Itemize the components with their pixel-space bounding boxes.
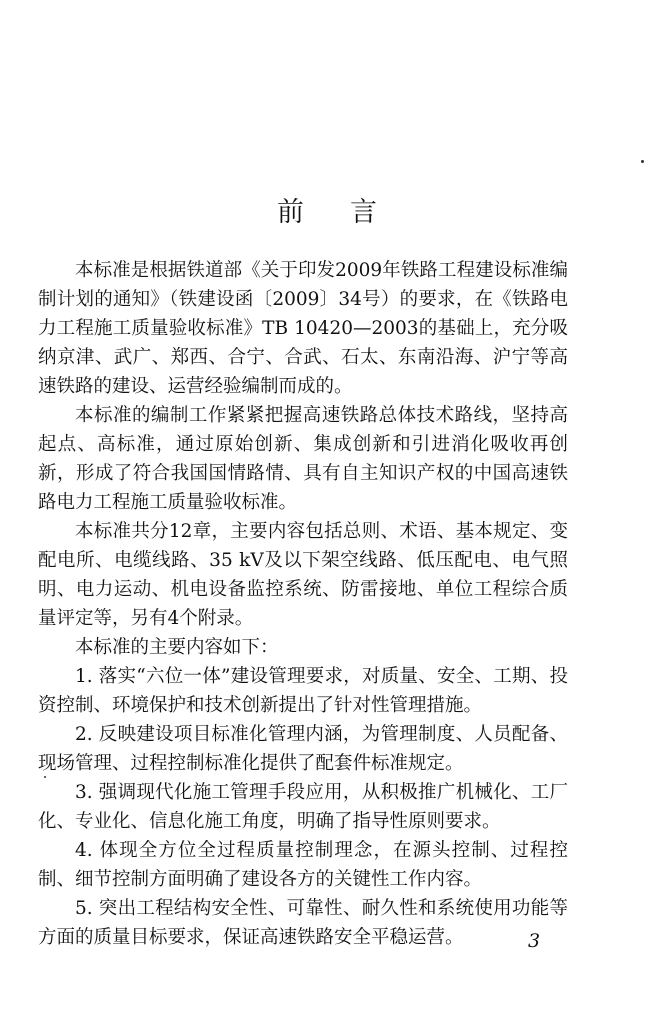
list-item: 4. 体现全方位全过程质量控制理念，在源头控制、过程控制、细节控制方面明确了建设各方的关键性工作内容。 <box>38 840 568 890</box>
paragraph: 本标准共分12章，主要内容包括总则、术语、基本规定、变配电所、电缆线路、35 kV及以下架空线路、低压配电、电气照明、电力运动、机电设备监控系统、防雷接地、单位工程综合质量评定等，另有4个附录。 <box>38 521 568 629</box>
preface-body <box>38 256 568 952</box>
list-item: 5. 突出工程结构安全性、可靠性、耐久性和系统使用功能等方面的质量目标要求，保证高速铁路安全平稳运营。 <box>38 898 568 948</box>
list-item: 3. 强调现代化施工管理手段应用，从积极推广机械化、工厂化、专业化、信息化施工角度，明确了指导性原则要求。 <box>38 782 568 832</box>
page-number: 3 <box>528 930 541 952</box>
scan-speck <box>44 776 46 778</box>
page-title: 前言 <box>277 197 423 228</box>
paragraph: 本标准的主要内容如下： <box>75 637 279 658</box>
paragraph: 本标准是根据铁道部《关于印发2009年铁路工程建设标准编制计划的通知》（铁建设函〔2009〕34号）的要求，在《铁路电力工程施工质量验收标准》TB 10420—2003的基础上，充分吸纳京津、武广、郑西、合宁、合武、石太、东南沿海、沪宁等高速铁路的建设、运营经验编制而成的。 <box>38 260 568 397</box>
list-item: 1. 落实“六位一体”建设管理要求，对质量、安全、工期、投资控制、环境保护和技术创新提出了针对性管理措施。 <box>38 666 568 716</box>
scan-speck <box>641 160 644 163</box>
paragraph: 本标准的编制工作紧紧把握高速铁路总体技术路线，坚持高起点、高标准，通过原始创新、集成创新和引进消化吸收再创新，形成了符合我国国情路情、具有自主知识产权的中国高速铁路电力工程施工质量验收标准。 <box>38 405 568 513</box>
list-item: 2. 反映建设项目标准化管理内涵，为管理制度、人员配备、现场管理、过程控制标准化提供了配套件标准规定。 <box>38 724 568 774</box>
